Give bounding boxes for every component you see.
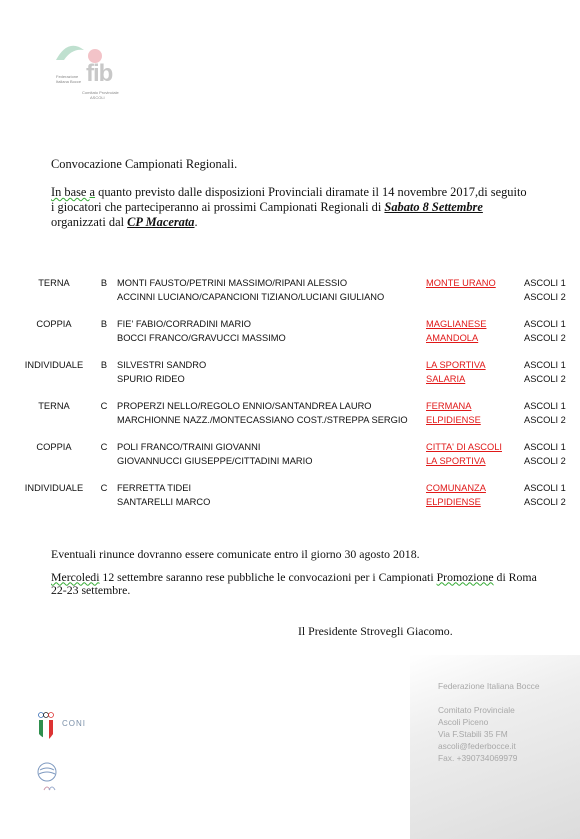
event-date: Sabato 8 Settembre [384,200,483,214]
player-row [0,333,580,347]
team-label: ASCOLI 2 [524,292,566,302]
category-label: COPPIA [36,319,72,329]
club-name: LA SPORTIVA [426,456,486,466]
team-label: ASCOLI 1 [524,442,566,452]
fib-logo [50,38,130,108]
convocation-group [0,401,580,442]
convocation-group [0,360,580,401]
category-label: TERNA [38,278,70,288]
player-row [0,360,580,374]
footer-notes [51,548,541,598]
team-label: ASCOLI 1 [524,360,566,370]
promotion-note-d: di Roma 22-23 settembre. [51,569,537,597]
team-label: ASCOLI 2 [524,497,566,507]
intro-text-a: In base [51,185,90,199]
address-org: Federazione Italiana Bocce [438,681,540,691]
club-name: FERMANA [426,401,472,411]
club-name: SALARIA [426,374,466,384]
intro-text-b: a [89,185,96,199]
team-label: ASCOLI 1 [524,483,566,493]
player-names: SANTARELLI MARCO [117,497,211,507]
category-label: COPPIA [36,442,72,452]
player-names: MONTI FAUSTO/PETRINI MASSIMO/RIPANI ALESSIO [117,278,348,288]
club-name: MONTE URANO [426,278,496,288]
convocation-group [0,442,580,483]
club-name: MAGLIANESE [426,319,487,329]
team-label: ASCOLI 1 [524,319,566,329]
address-email: ascoli@federbocce.it [438,741,516,751]
coni-logo [35,710,105,750]
team-label: ASCOLI 1 [524,401,566,411]
player-row [0,278,580,292]
player-row [0,415,580,429]
logo-line2: Italiana Bocce [56,79,82,84]
paralympic-emblem-icon [35,760,80,805]
convocation-group [0,483,580,524]
coni-emblem-icon [35,710,105,750]
player-names: MARCHIONNE NAZZ./MONTECASSIANO COST./STREPPA SERGIO [117,415,408,425]
intro [51,157,531,230]
intro-paragraph [51,185,531,230]
withdrawal-note: Eventuali rinunce dovranno essere comunicate entro il giorno 30 agosto 2018. [51,547,420,561]
player-row [0,292,580,306]
intro-text-d: organizzati dal [51,215,128,229]
player-names: FIE' FABIO/CORRADINI MARIO [117,319,252,329]
promotion-note-c: Promozione [436,569,494,584]
promotion-note-b: 12 settembre saranno rese pubbliche le convocazioni per i Campionati [99,569,437,584]
team-label: ASCOLI 2 [524,374,566,384]
convocation-list [0,278,580,524]
club-name: LA SPORTIVA [426,360,486,370]
player-names: POLI FRANCO/TRAINI GIOVANNI [117,442,261,452]
team-label: ASCOLI 2 [524,333,566,343]
page-title: Convocazione Campionati Regionali. [51,157,238,171]
club-name: COMUNANZA [426,483,486,493]
organizer: CP Macerata [127,215,195,229]
intro-text-c: quanto previsto dalle disposizioni Provinciali diramate il 14 novembre 2017,di seguito i giocatori che parteciperanno ai prossimi Campionati Regionali di [51,185,527,214]
convocation-group [0,319,580,360]
category-label: TERNA [38,401,70,411]
team-label: ASCOLI 2 [524,456,566,466]
team-label: ASCOLI 2 [524,415,566,425]
president-signature: Il Presidente Strovegli Giacomo. [298,624,453,638]
logo-line4: ASCOLI [90,95,105,100]
level-label: B [100,360,108,370]
logo-line1: Federazione [56,74,79,79]
player-row [0,374,580,388]
player-row [0,401,580,415]
convocation-group [0,278,580,319]
level-label: B [100,319,108,329]
level-label: C [100,401,108,411]
player-row [0,319,580,333]
level-label: C [100,483,108,493]
player-row [0,456,580,470]
logo-line3: Comitato Provinciale [82,90,119,95]
club-name: ELPIDIENSE [426,415,481,425]
promotion-note-a: Mercoledi [51,569,100,584]
club-name: AMANDOLA [426,333,479,343]
paralympic-logo [35,760,80,805]
player-names: FERRETTA TIDEI [117,483,192,493]
player-names: SILVESTRI SANDRO [117,360,207,370]
category-label: INDIVIDUALE [24,360,84,370]
address-line2: Ascoli Piceno [438,717,489,727]
intro-text-e: . [194,215,198,229]
level-label: B [100,278,108,288]
club-name: ELPIDIENSE [426,497,481,507]
team-label: ASCOLI 1 [524,278,566,288]
player-names: GIOVANNUCCI GIUSEPPE/CITTADINI MARIO [117,456,313,466]
address-fax: Fax. +390734069979 [438,753,518,763]
coni-text: CONI [62,719,86,728]
player-names: BOCCI FRANCO/GRAVUCCI MASSIMO [117,333,286,343]
logo-text: fib [86,60,113,87]
club-name: CITTA' DI ASCOLI [426,442,502,452]
player-names: ACCINNI LUCIANO/CAPANCIONI TIZIANO/LUCIANI GIULIANO [117,292,385,302]
level-label: C [100,442,108,452]
player-row [0,483,580,497]
player-row [0,497,580,511]
player-names: SPURIO RIDEO [117,374,185,384]
address-block [438,680,540,764]
address-line3: Via F.Stabili 35 FM [438,729,508,739]
player-row [0,442,580,456]
player-names: PROPERZI NELLO/REGOLO ENNIO/SANTANDREA LAURO [117,401,372,411]
promotion-note [51,571,541,598]
category-label: INDIVIDUALE [24,483,84,493]
address-line1: Comitato Provinciale [438,705,515,715]
